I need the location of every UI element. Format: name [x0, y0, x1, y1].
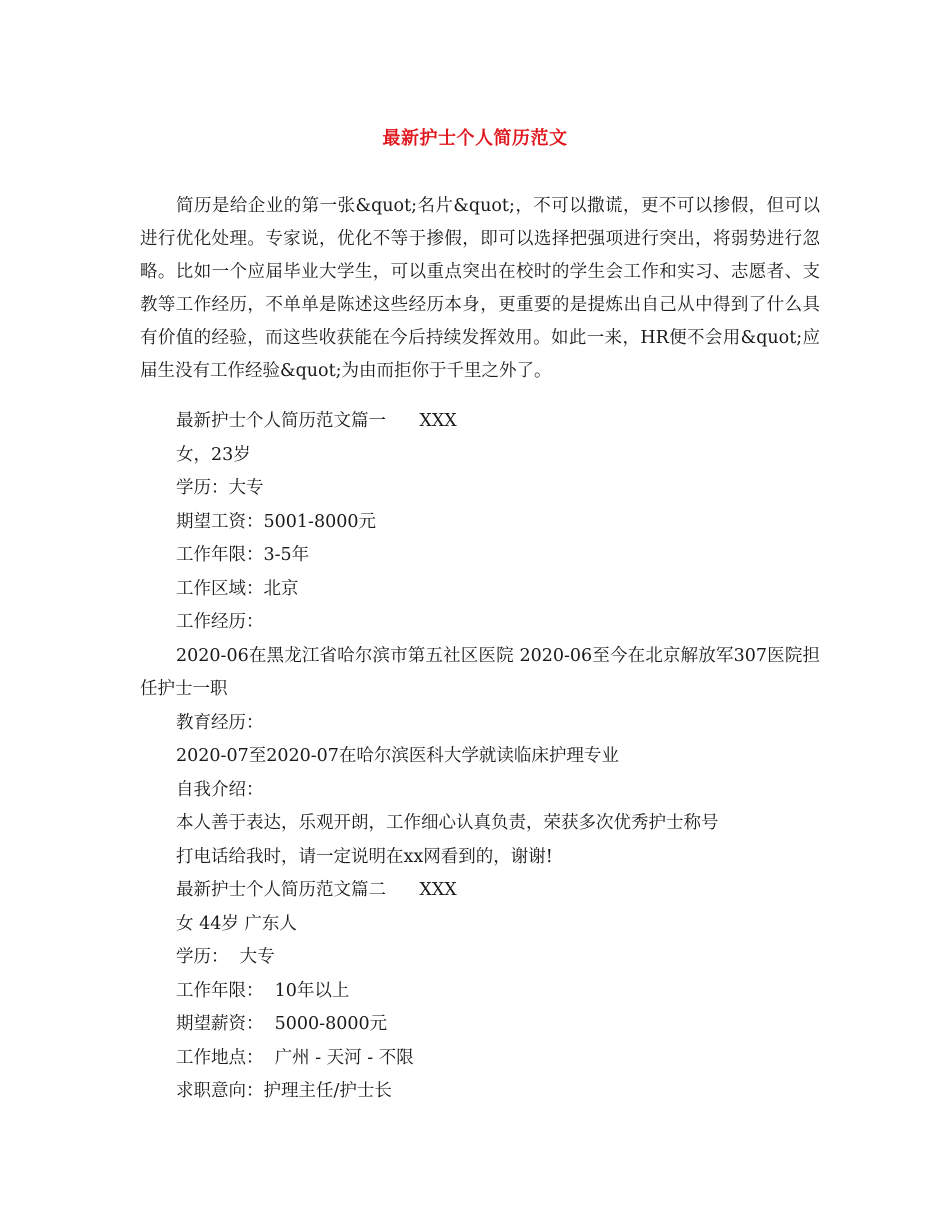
resume-education-history: 2020-07至2020-07在哈尔滨医科大学就读临床护理专业 [176, 746, 619, 766]
resume-education-label: 教育经历： [176, 712, 264, 733]
resume2-gender-age: 女 44岁 广东人 [176, 913, 297, 934]
resume-work-years: 工作年限：3-5年 [176, 545, 310, 565]
resume-self-intro-label: 自我介绍： [176, 779, 264, 800]
resume2-education-level: 学历： 大专 [176, 947, 275, 967]
resume-self-intro: 本人善于表达，乐观开朗，工作细心认真负责，荣获多次优秀护士称号 [176, 813, 719, 833]
document-title: 最新护士个人简历范文 [382, 128, 568, 149]
resume2-work-location: 工作地点： 广州 - 天河 - 不限 [176, 1047, 414, 1068]
resume-lines [140, 405, 820, 1109]
resume2-work-years: 工作年限： 10年以上 [176, 980, 350, 1001]
resume-work-history: 2020-06在黑龙江省哈尔滨市第五社区医院 2020-06至今在北京解放军307医院担任护士一职 [140, 645, 820, 699]
intro-paragraph: 简历是给企业的第一张&quot;名片&quot;，不可以撒谎，更不可以掺假，但可以进行优化处理。专家说，优化不等于掺假，即可以选择把强项进行突出，将弱势进行忽略。比如一个应届毕业大学生，可以重点突出在校时的学生会工作和实习、志愿者、支教等工作经历，不单单是陈述这些经历本身，更重要的是提炼出自己从中得到了什么具有价值的经验，而这些收获能在今后持续发挥效用。如此一来，HR便不会用&quot;应届生没有工作经验&quot;为由而拒你于千里之外了。 [140, 196, 820, 381]
resume-contact-note: 打电话给我时，请一定说明在xx网看到的，谢谢! [176, 846, 553, 867]
resume-expected-salary: 期望工资：5001-8000元 [176, 511, 376, 532]
resume-gender-age: 女，23岁 [176, 444, 251, 465]
resume2-job-intention: 求职意向：护理主任/护士长 [176, 1081, 392, 1101]
resume-work-region: 工作区域：北京 [176, 578, 299, 599]
resume2-expected-salary: 期望薪资： 5000-8000元 [176, 1014, 388, 1034]
resume-work-history-label: 工作经历： [176, 612, 264, 632]
resume-heading-1: 最新护士个人简历范文篇一 XXX [176, 411, 457, 431]
resume-heading-2: 最新护士个人简历范文篇二 XXX [176, 880, 457, 900]
resume-education-level: 学历：大专 [176, 478, 264, 498]
